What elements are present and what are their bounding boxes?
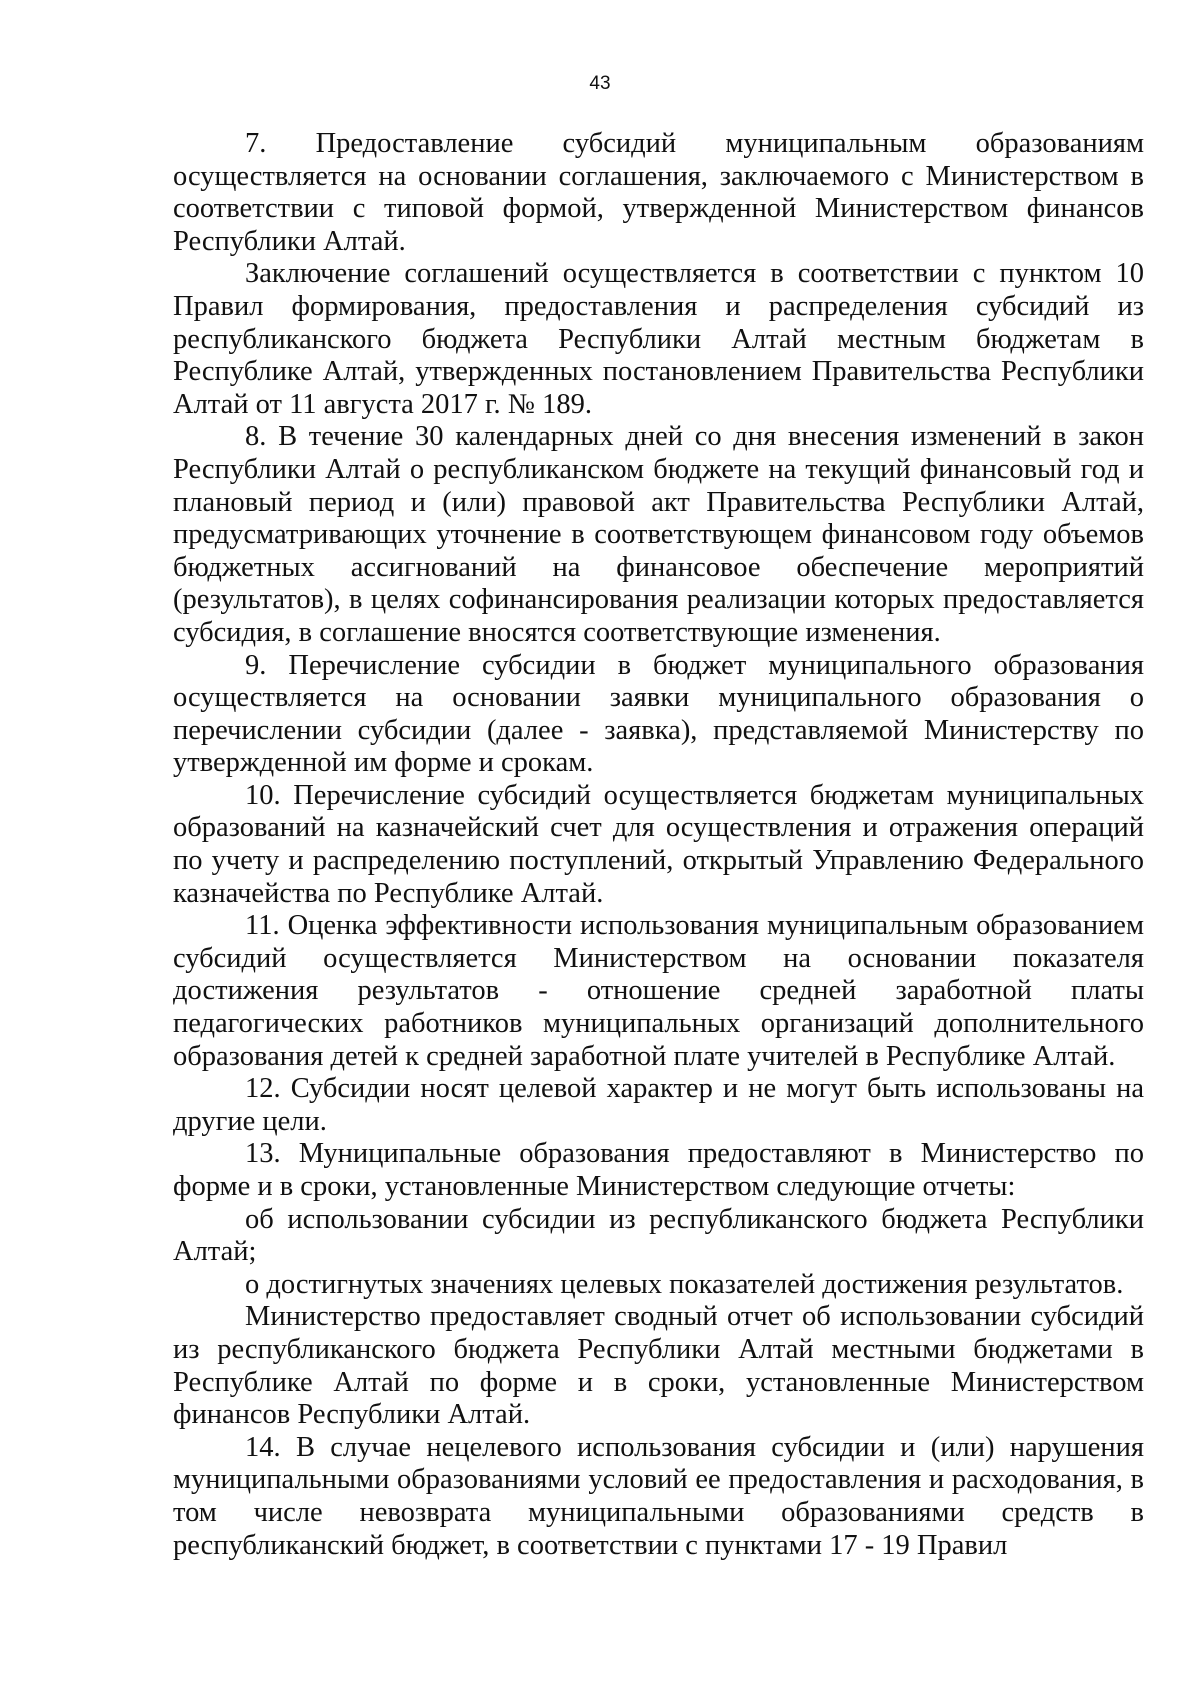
- paragraph-item-12: 12. Субсидии носят целевой характер и не могут быть использованы на другие цели.: [173, 1073, 1144, 1137]
- paragraph-item-13: 13. Муниципальные образования предоставляют в Министерство по форме и в сроки, установленные Министерством следующие отчеты:: [173, 1138, 1144, 1202]
- page-number: 43: [589, 73, 611, 94]
- paragraph-item-8: 8. В течение 30 календарных дней со дня внесения изменений в закон Республики Алтай о республиканском бюджете на текущий финансовый год и плановый период и (или) правовой акт Правительства Республики Алтай, предусматривающих уточнение в соответствующем финансовом году объемов бюджетных ассигнований на финансовое обеспечение мероприятий (результатов), в целях софинансирования реализации которых предоставляется субсидия, в соглашение вносятся соответствующие изменения.: [173, 421, 1144, 648]
- document-body: [173, 128, 1144, 1562]
- paragraph-agreement-conclusion: Заключение соглашений осуществляется в соответствии с пунктом 10 Правил формирования, предоставления и распределения субсидий из республиканского бюджета Республики Алтай местным бюджетам в Республике Алтай, утвержденных постановлением Правительства Республики Алтай от 11 августа 2017 г. № 189.: [173, 258, 1144, 420]
- paragraph-report-target-values: о достигнутых значениях целевых показателей достижения результатов.: [245, 1268, 1124, 1300]
- paragraph-report-subsidy-use: об использовании субсидии из республиканского бюджета Республики Алтай;: [173, 1203, 1144, 1268]
- paragraph-ministry-summary-report: Министерство предоставляет сводный отчет об использовании субсидий из республиканского бюджета Республики Алтай местными бюджетами в Республике Алтай по форме и в сроки, установленные Министерством финансов Республики Алтай.: [173, 1301, 1144, 1431]
- paragraph-item-10: 10. Перечисление субсидий осуществляется бюджетам муниципальных образований на казначейский счет для осуществления и отражения операций по учету и распределению поступлений, открытый Управлению Федерального казначейства по Республике Алтай.: [173, 779, 1144, 909]
- paragraph-item-14: 14. В случае нецелевого использования субсидии и (или) нарушения муниципальными образованиями условий ее предоставления и расходования, в том числе невозврата муниципальными образованиями средств в республиканский бюджет, в соответствии с пунктами 17 - 19 Правил: [173, 1431, 1144, 1561]
- paragraph-item-7: 7. Предоставление субсидий муниципальным образованиям осуществляется на основании соглашения, заключаемого с Министерством в соответствии с типовой формой, утвержденной Министерством финансов Республики Алтай.: [173, 128, 1144, 257]
- paragraph-item-9: 9. Перечисление субсидии в бюджет муниципального образования осуществляется на основании заявки муниципального образования о перечислении субсидии (далее - заявка), представляемой Министерству по утвержденной им форме и срокам.: [173, 649, 1144, 779]
- paragraph-item-11: 11. Оценка эффективности использования муниципальным образованием субсидий осуществляется Министерством на основании показателя достижения результатов - отношение средней заработной платы педагогических работников муниципальных организаций дополнительного образования детей к средней заработной плате учителей в Республике Алтай.: [173, 910, 1144, 1072]
